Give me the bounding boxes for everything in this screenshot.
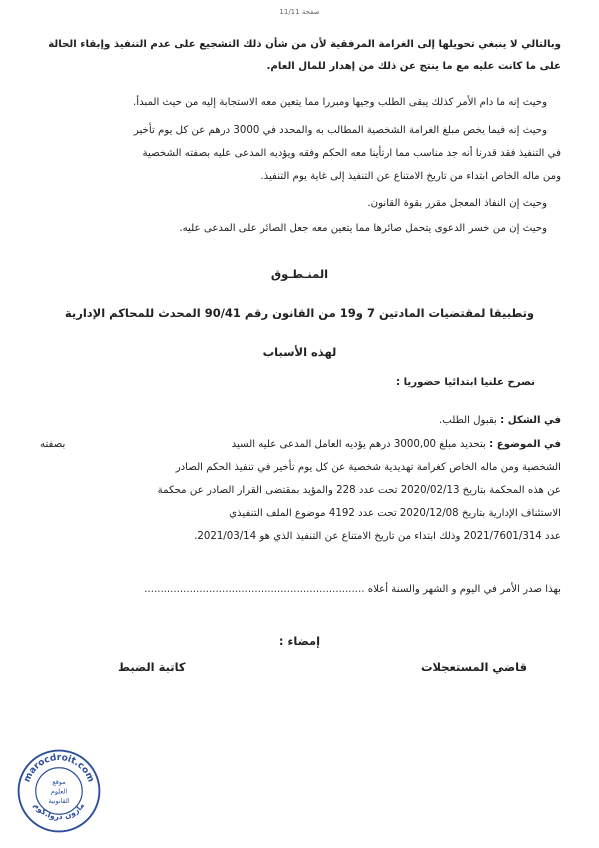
substance-line-4: الاستئناف الإدارية بتاريخ 2020/12/08 تحت عدد 4192 موضوع الملف التنفيذي [229,508,561,519]
substance-line-1-end: بصفته [40,439,66,450]
paragraph-3-line-2: في التنفيذ فقد قدرنا أنه جد مناسب مما ارتأينا معه الحكم وفقه ويؤديه المدعى عليه بصفته الشخصية [142,148,561,159]
judge-title: قاضي المستعجلات [420,660,527,674]
stamp-inner-line-2: العلوم [50,787,68,796]
heading-application: وتطبيقا لمقتضيات المادتين 7 و19 من القانون رقم 90/41 المحدث للمحاكم الإدارية [64,306,535,320]
substance-line-5: عدد 2021/7601/314 وذلك ابتداء من تاريخ الامتناع عن التنفيذ الذي هو 2021/03/14. [194,531,561,542]
paragraph-5: وحيث إن من خسر الدعوى يتحمل صائرها مما يتعين معه جعل الصائر على المدعى عليه. [179,223,547,234]
heading-mantuq: المنـطـوق [270,267,329,281]
stamp-outer-text-path: marocdroit.com [22,753,96,784]
closing-dots: .................................................................... [144,584,365,595]
substance-text-1: بتحديد مبلغ 3000,00 درهم يؤديه العامل المدعى عليه السيد [231,439,486,450]
substance-line-1 [232,438,561,452]
page-number: صفحة 11/11 [279,8,320,16]
website-stamp [16,748,102,834]
closing-text: بهذا صدر الأمر في اليوم و الشهر والسنة أعلاه [367,584,561,595]
stamp-inner-line-1: موقع [52,778,66,787]
paragraph-4: وحيث إن النفاذ المعجل مقرر بقوة القانون. [367,198,547,209]
paragraph-1-line-1: وبالتالي لا ينبغي تحويلها إلى الغرامة المرفقية لأن من شأن ذلك التشجيع على عدم التنفيذ وإبقاء الحالة [48,39,561,50]
substance-line-3: عن هذه المحكمة بتاريخ 2020/02/13 تحت عدد 228 والمؤيد بمقتضى القرار الصادر عن محكمة [157,485,561,496]
paragraph-3-line-3: ومن ماله الخاص ابتداء من تاريخ الامتناع عن التنفيذ إلى غاية يوم التنفيذ. [260,171,561,182]
clerk-title: كاتبة الضبط [118,660,186,674]
paragraph-2: وحيث إنه ما دام الأمر كذلك يبقى الطلب وجيها ومبررا مما يتعين معه الاستجابة إليه من حيث المبدأ. [133,97,547,108]
stamp-bottom-text-path: مارون دروا.كوم [31,800,87,822]
paragraph-3-line-1: وحيث إنه فيما يخص مبلغ الغرامة الشخصية المطالب به والمحدد في 3000 درهم عن كل يوم تأخير [133,125,547,136]
closing-line [144,583,561,597]
ruling-intro: نصرح علنيا ابتدائيا حضوريا : [395,377,535,388]
form-ruling [439,414,561,428]
heading-reasons: لهذه الأسباب [262,345,337,359]
form-text: بقبول الطلب. [439,415,497,426]
signatures-label: إمضاء : [278,634,321,648]
paragraph-1-line-2: على ما كانت عليه مع ما ينتج عن ذلك من إهدار للمال العام. [266,61,561,72]
substance-label: في الموضوع : [489,439,561,450]
form-label: في الشكل : [500,415,561,426]
substance-line-2: الشخصية ومن ماله الخاص كغرامة تهديدية شخصية عن كل يوم تأخير في تنفيذ الحكم الصادر [175,462,561,473]
stamp-inner-line-3: القانونية [48,797,70,806]
